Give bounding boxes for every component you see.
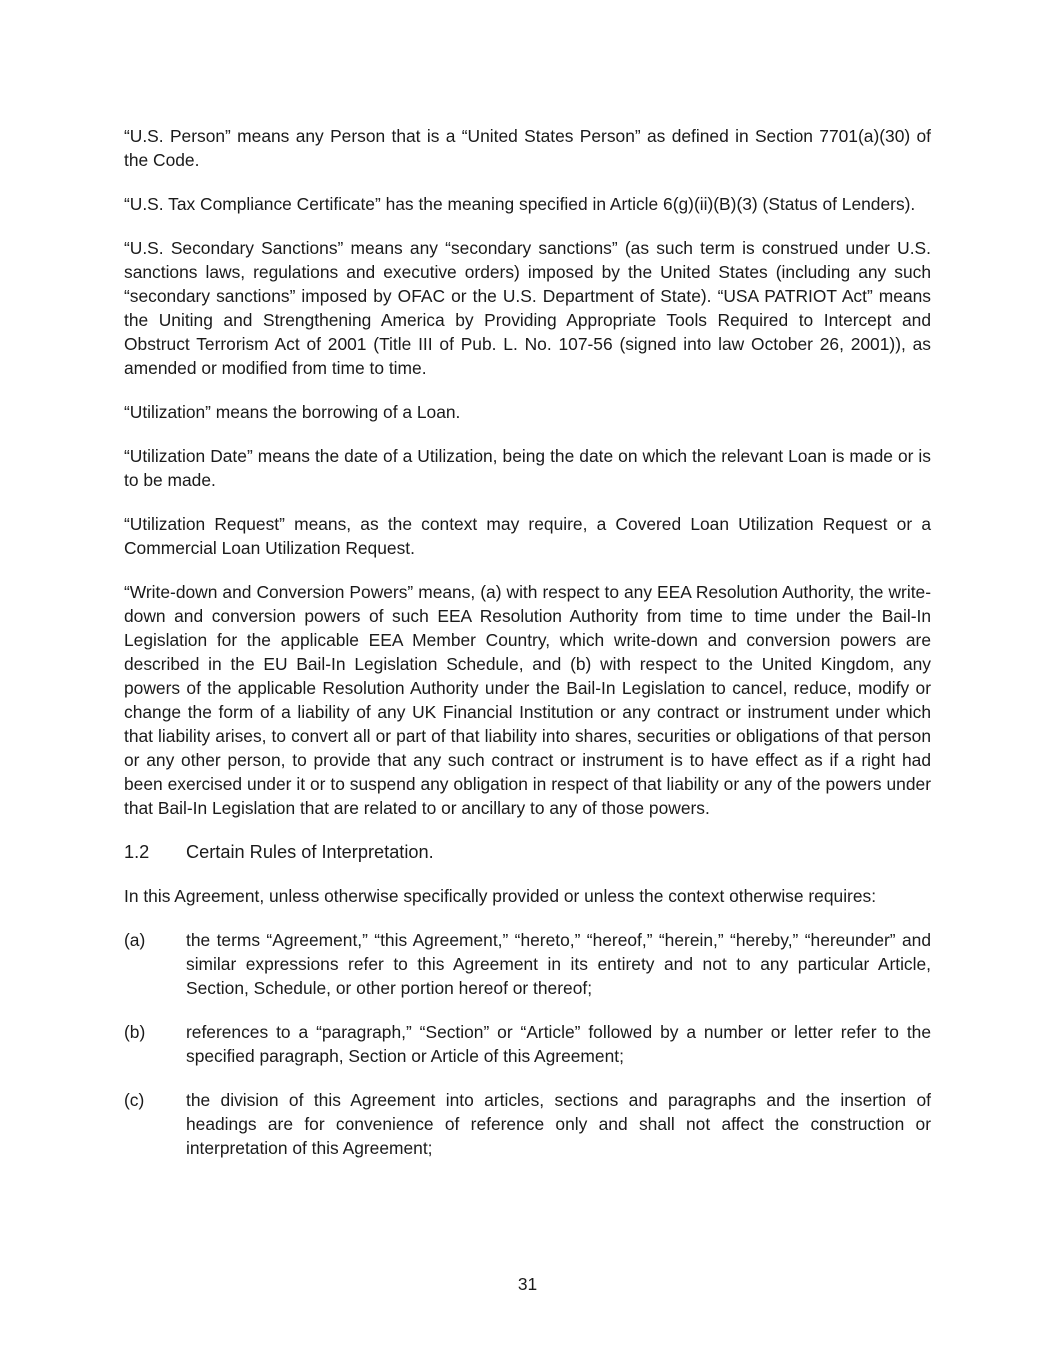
definition-utilization: “Utilization” means the borrowing of a Loan. <box>124 402 461 422</box>
definition-write-down-and-conversion-powers: “Write-down and Conversion Powers” means, (a) with respect to any EEA Resolution Authority, the write-down and conversion powers of such EEA Resolution Authority from time to time under the Bail-In Legislation for the applicable EEA Member Country, which write-down and conversion powers are described in the EU Bail-In Legislation Schedule, and (b) with respect to the United Kingdom, any powers of the applicable Resolution Authority under the Bail-In Legislation to cancel, reduce, modify or change the form of a liability of any UK Financial Institution or any contract or instrument under which that liability arises, to convert all or part of that liability into shares, securities or obligations of that person or any other person, to provide that any such contract or instrument is to have effect as if a right had been exercised under it or to suspend any obligation in respect of that liability or any of the powers under that Bail-In Legislation that are related to or ancillary to any of those powers. <box>124 582 931 818</box>
document-page <box>124 124 931 1180</box>
definition-utilization-date: “Utilization Date” means the date of a Utilization, being the date on which the relevant Loan is made or is to be made. <box>124 446 931 490</box>
section-intro: In this Agreement, unless otherwise specifically provided or unless the context otherwise requires: <box>124 886 877 906</box>
section-heading <box>124 840 931 864</box>
section-number: 1.2 <box>124 842 150 862</box>
list-item-label: (a) <box>124 930 146 950</box>
definition-us-person: “U.S. Person” means any Person that is a “United States Person” as defined in Section 7701(a)(30) of the Code. <box>124 126 931 170</box>
list-item-label: (b) <box>124 1022 146 1042</box>
definition-us-tax-compliance-certificate: “U.S. Tax Compliance Certificate” has the meaning specified in Article 6(g)(ii)(B)(3) (Status of Lenders). <box>124 194 916 214</box>
list-item-label: (c) <box>124 1090 145 1110</box>
list-item <box>124 1088 931 1160</box>
definition-us-secondary-sanctions: “U.S. Secondary Sanctions” means any “secondary sanctions” (as such term is construed under U.S. sanctions laws, regulations and executive orders) imposed by the United States (including any such “secondary sanctions” imposed by OFAC or the U.S. Department of State). “USA PATRIOT Act” means the Uniting and Strengthening America by Providing Appropriate Tools Required to Intercept and Obstruct Terrorism Act of 2001 (Title III of Pub. L. No. 107-56 (signed into law October 26, 2001)), as amended or modified from time to time. <box>124 238 931 378</box>
list-item-text: references to a “paragraph,” “Section” or “Article” followed by a number or letter refer to the specified paragraph, Section or Article of this Agreement; <box>186 1022 931 1066</box>
list-item-text: the division of this Agreement into articles, sections and paragraphs and the insertion of headings are for convenience of reference only and shall not affect the construction or interpretation of this Agreement; <box>186 1090 931 1158</box>
list-item-text: the terms “Agreement,” “this Agreement,” “hereto,” “hereof,” “herein,” “hereby,” “hereunder” and similar expressions refer to this Agreement in its entirety and not to any particular Article, Section, Schedule, or other portion hereof or thereof; <box>186 930 931 998</box>
list-item <box>124 1020 931 1068</box>
page-number: 31 <box>517 1274 538 1294</box>
definition-utilization-request: “Utilization Request” means, as the context may require, a Covered Loan Utilization Request or a Commercial Loan Utilization Request. <box>124 514 931 558</box>
list-item <box>124 928 931 1000</box>
section-title: Certain Rules of Interpretation. <box>186 842 434 862</box>
